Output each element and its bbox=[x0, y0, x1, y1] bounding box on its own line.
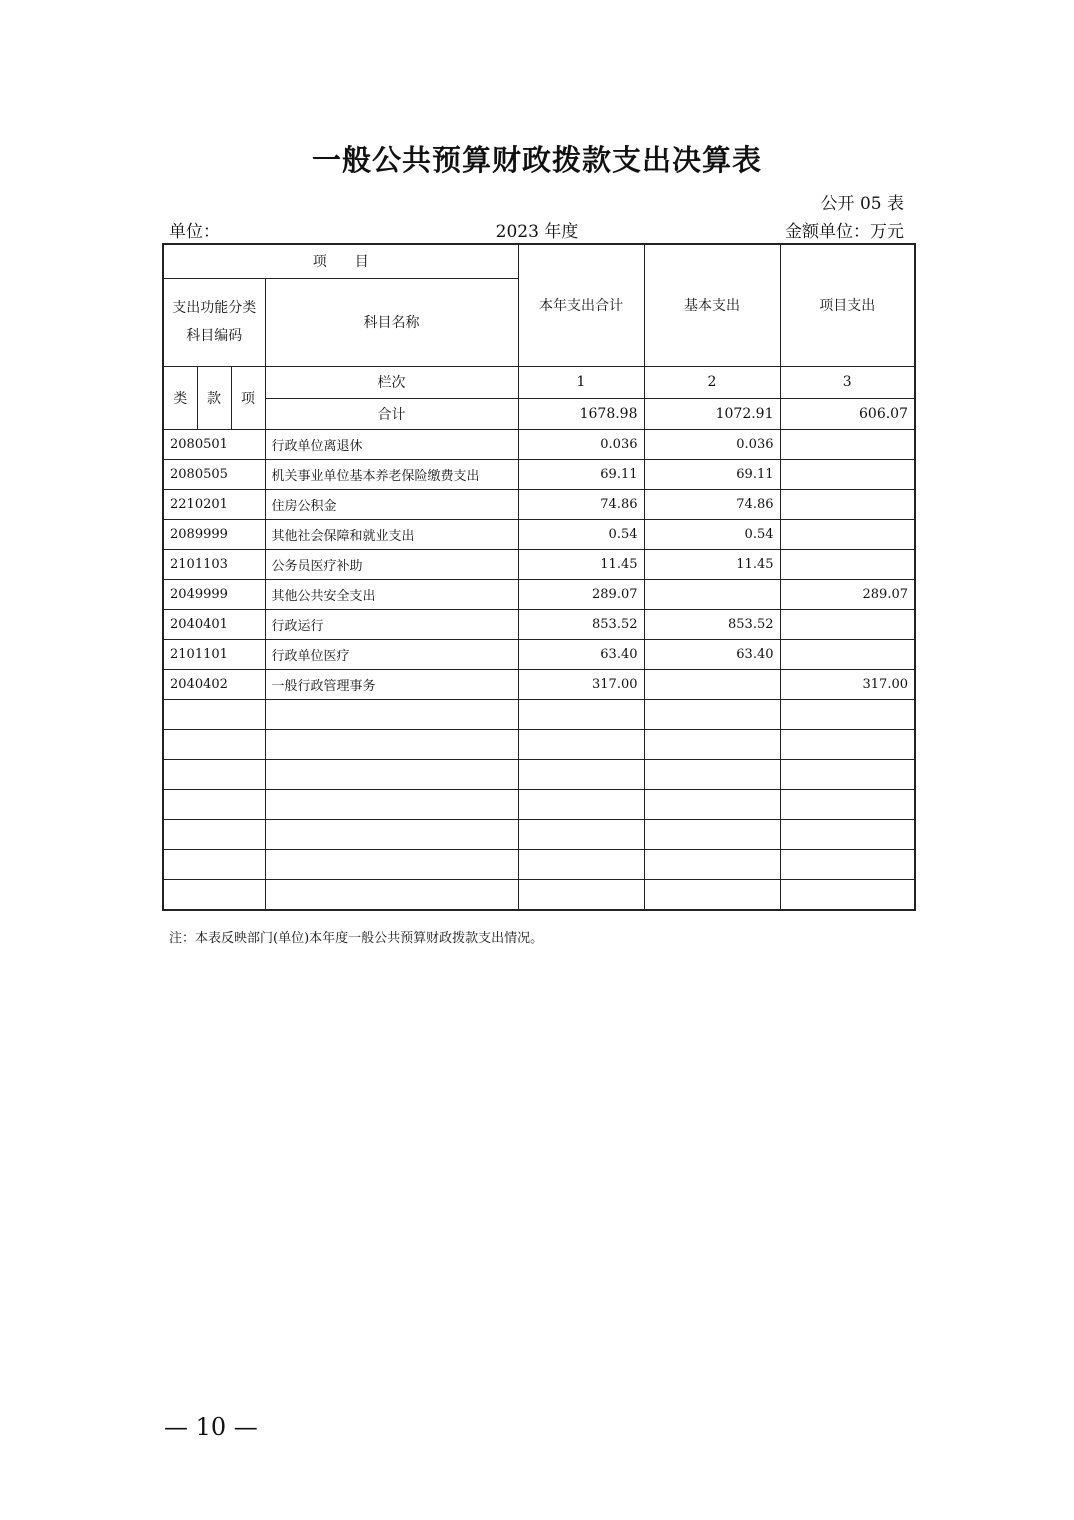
row-subject-name bbox=[265, 729, 518, 759]
row-project bbox=[780, 879, 915, 910]
row-basic bbox=[644, 669, 780, 699]
header-xiang: 项 bbox=[231, 366, 265, 429]
row-total: 853.52 bbox=[518, 609, 644, 639]
row-code: 2210201 bbox=[163, 489, 265, 519]
row-basic: 69.11 bbox=[644, 459, 780, 489]
row-project bbox=[780, 519, 915, 549]
row-total bbox=[518, 879, 644, 910]
row-total: 289.07 bbox=[518, 579, 644, 609]
row-total bbox=[518, 819, 644, 849]
header-total: 本年支出合计 bbox=[518, 244, 644, 366]
row-code bbox=[163, 849, 265, 879]
row-code: 2040401 bbox=[163, 609, 265, 639]
row-basic: 0.036 bbox=[644, 429, 780, 459]
row-subject-name: 一般行政管理事务 bbox=[265, 669, 518, 699]
money-unit-label: 金额单位：万元 bbox=[785, 222, 904, 242]
row-project bbox=[780, 549, 915, 579]
header-item: 项 目 bbox=[163, 244, 518, 278]
row-subject-name: 机关事业单位基本养老保险缴费支出 bbox=[265, 459, 518, 489]
row-code: 2040402 bbox=[163, 669, 265, 699]
header-col1: 1 bbox=[518, 366, 644, 398]
row-subject-name bbox=[265, 789, 518, 819]
row-subject-name: 其他公共安全支出 bbox=[265, 579, 518, 609]
row-basic bbox=[644, 729, 780, 759]
page-number: — 10 — bbox=[164, 1413, 258, 1441]
header-col3: 3 bbox=[780, 366, 915, 398]
header-subject-name: 科目名称 bbox=[265, 278, 518, 366]
row-project bbox=[780, 429, 915, 459]
sum-total: 1678.98 bbox=[518, 398, 644, 429]
row-project bbox=[780, 819, 915, 849]
form-number: 公开 05 表 bbox=[820, 194, 904, 214]
row-subject-name bbox=[265, 699, 518, 729]
header-col2: 2 bbox=[644, 366, 780, 398]
row-code: 2101103 bbox=[163, 549, 265, 579]
row-total bbox=[518, 849, 644, 879]
sum-label: 合计 bbox=[265, 398, 518, 429]
row-basic bbox=[644, 789, 780, 819]
row-code bbox=[163, 729, 265, 759]
row-project bbox=[780, 609, 915, 639]
row-subject-name: 行政运行 bbox=[265, 609, 518, 639]
row-project bbox=[780, 489, 915, 519]
page-title: 一般公共预算财政拨款支出决算表 bbox=[311, 143, 762, 177]
row-project bbox=[780, 729, 915, 759]
header-project: 项目支出 bbox=[780, 244, 915, 366]
header-kuan: 款 bbox=[197, 366, 231, 429]
row-project bbox=[780, 789, 915, 819]
table-row bbox=[163, 699, 915, 729]
row-basic: 74.86 bbox=[644, 489, 780, 519]
table-row bbox=[163, 639, 915, 669]
table-row bbox=[163, 819, 915, 849]
row-project bbox=[780, 459, 915, 489]
table-row bbox=[163, 789, 915, 819]
row-basic bbox=[644, 879, 780, 910]
sum-basic: 1072.91 bbox=[644, 398, 780, 429]
header-lanci: 栏次 bbox=[265, 366, 518, 398]
row-subject-name bbox=[265, 879, 518, 910]
row-total bbox=[518, 789, 644, 819]
row-code: 2080505 bbox=[163, 459, 265, 489]
table-row bbox=[163, 729, 915, 759]
row-project: 289.07 bbox=[780, 579, 915, 609]
row-subject-name bbox=[265, 819, 518, 849]
table-row bbox=[163, 489, 915, 519]
row-basic bbox=[644, 699, 780, 729]
row-code bbox=[163, 789, 265, 819]
row-project: 317.00 bbox=[780, 669, 915, 699]
row-basic: 63.40 bbox=[644, 639, 780, 669]
row-total: 63.40 bbox=[518, 639, 644, 669]
table-row bbox=[163, 519, 915, 549]
row-basic bbox=[644, 579, 780, 609]
row-subject-name bbox=[265, 759, 518, 789]
row-subject-name bbox=[265, 849, 518, 879]
row-subject-name: 行政单位医疗 bbox=[265, 639, 518, 669]
row-code bbox=[163, 759, 265, 789]
row-total: 69.11 bbox=[518, 459, 644, 489]
header-func-code: 支出功能分类科目编码 bbox=[163, 278, 265, 366]
row-code: 2089999 bbox=[163, 519, 265, 549]
row-basic bbox=[644, 759, 780, 789]
sum-project: 606.07 bbox=[780, 398, 915, 429]
year-label: 2023 年度 bbox=[495, 222, 579, 242]
header-basic: 基本支出 bbox=[644, 244, 780, 366]
row-total: 11.45 bbox=[518, 549, 644, 579]
table-row bbox=[163, 609, 915, 639]
table-row bbox=[163, 579, 915, 609]
row-code: 2049999 bbox=[163, 579, 265, 609]
table-row bbox=[163, 459, 915, 489]
row-subject-name: 住房公积金 bbox=[265, 489, 518, 519]
row-total bbox=[518, 699, 644, 729]
row-code: 2080501 bbox=[163, 429, 265, 459]
row-total bbox=[518, 729, 644, 759]
row-basic bbox=[644, 849, 780, 879]
table-row bbox=[163, 759, 915, 789]
row-project bbox=[780, 699, 915, 729]
row-code bbox=[163, 699, 265, 729]
row-subject-name: 公务员医疗补助 bbox=[265, 549, 518, 579]
table-note: 注：本表反映部门(单位)本年度一般公共预算财政拨款支出情况。 bbox=[169, 931, 544, 946]
row-total bbox=[518, 759, 644, 789]
row-total: 0.036 bbox=[518, 429, 644, 459]
row-subject-name: 行政单位离退休 bbox=[265, 429, 518, 459]
row-code bbox=[163, 879, 265, 910]
row-basic: 0.54 bbox=[644, 519, 780, 549]
row-basic bbox=[644, 819, 780, 849]
table-row bbox=[163, 669, 915, 699]
table-row bbox=[163, 849, 915, 879]
row-subject-name: 其他社会保障和就业支出 bbox=[265, 519, 518, 549]
row-code bbox=[163, 819, 265, 849]
row-project bbox=[780, 759, 915, 789]
table-row bbox=[163, 429, 915, 459]
header-lei: 类 bbox=[163, 366, 197, 429]
unit-label: 单位： bbox=[169, 222, 220, 242]
table-row bbox=[163, 879, 915, 910]
row-total: 74.86 bbox=[518, 489, 644, 519]
row-total: 317.00 bbox=[518, 669, 644, 699]
row-code: 2101101 bbox=[163, 639, 265, 669]
row-basic: 853.52 bbox=[644, 609, 780, 639]
table-row bbox=[163, 549, 915, 579]
row-total: 0.54 bbox=[518, 519, 644, 549]
row-project bbox=[780, 639, 915, 669]
row-basic: 11.45 bbox=[644, 549, 780, 579]
row-project bbox=[780, 849, 915, 879]
expenditure-table bbox=[162, 243, 916, 911]
